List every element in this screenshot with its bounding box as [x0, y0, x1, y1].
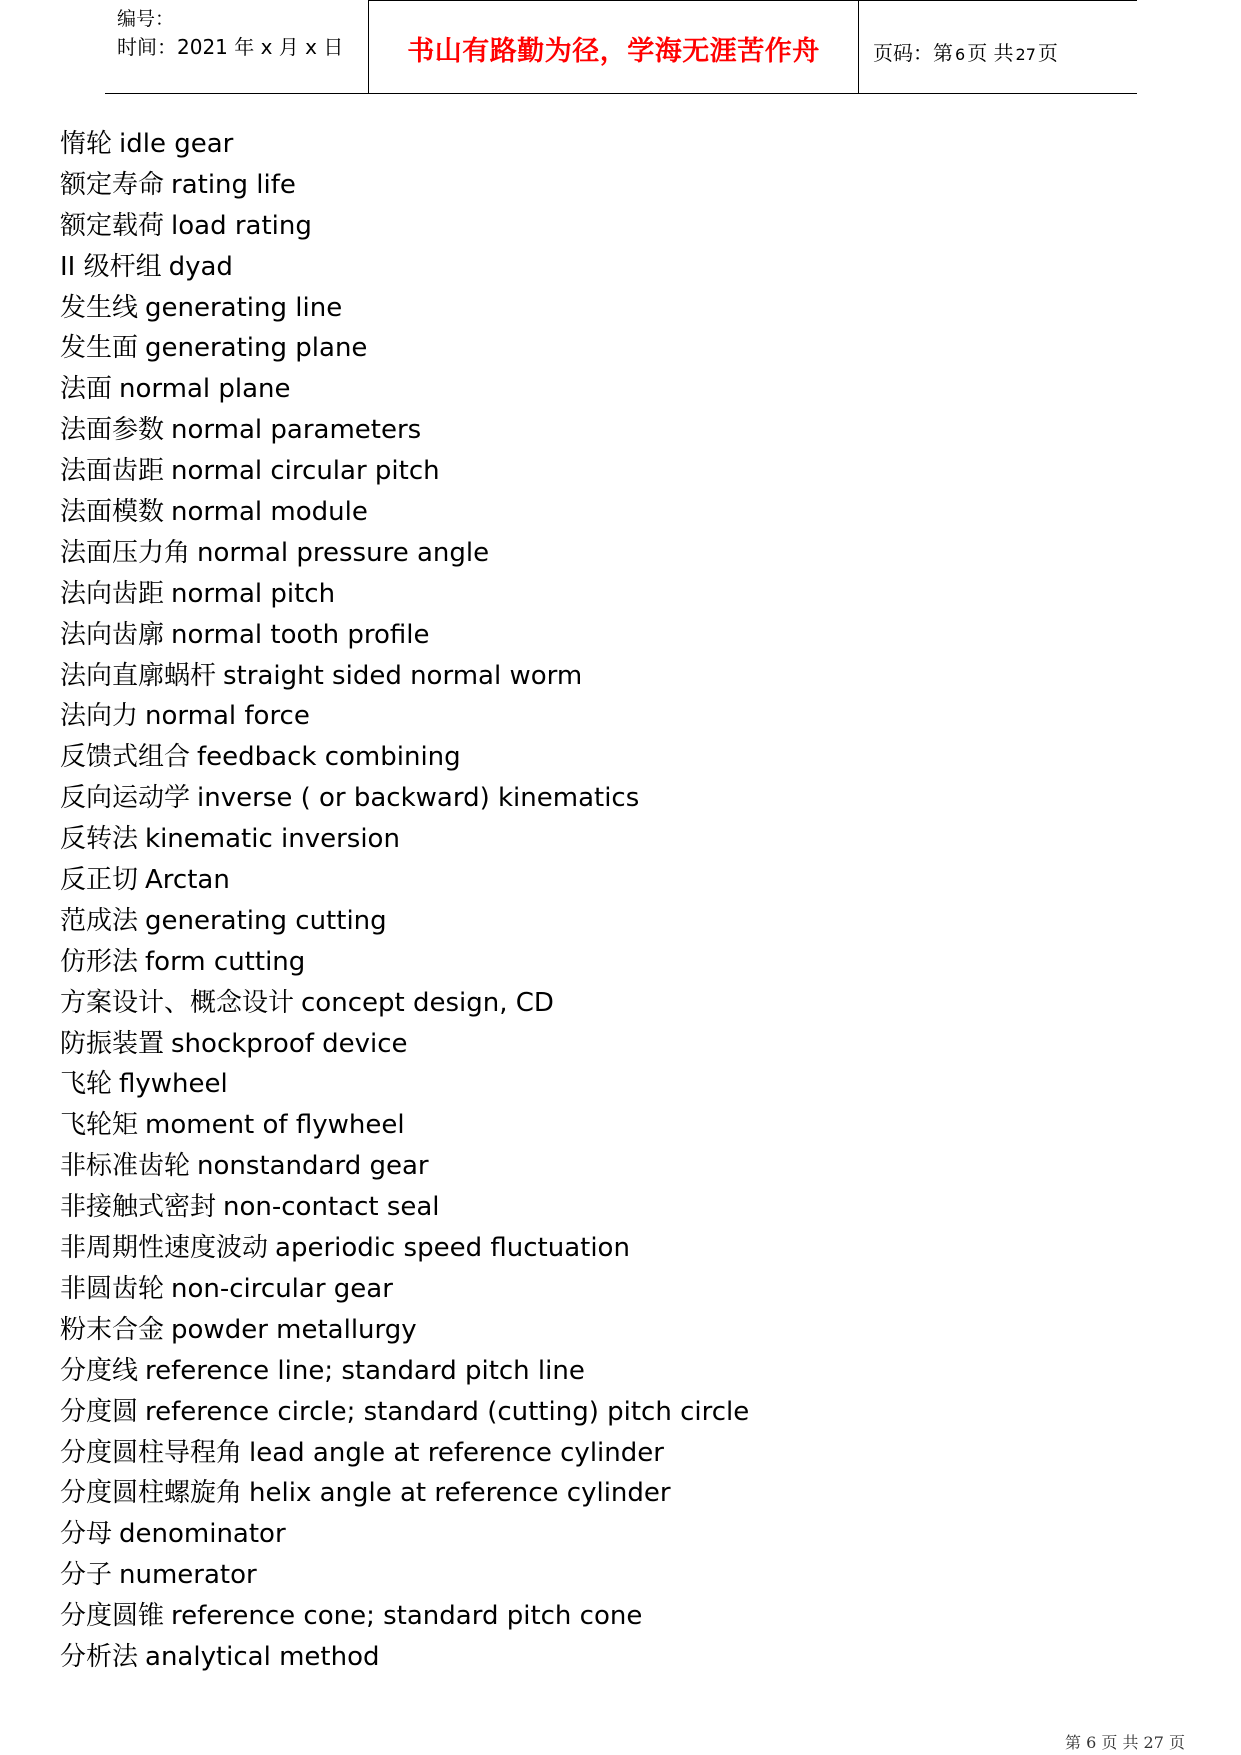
glossary-entry — [60, 1433, 749, 1474]
entry-english-term: normal pitch — [171, 578, 336, 609]
entry-english-term: non-circular gear — [171, 1273, 393, 1304]
entry-english-term: powder metallurgy — [171, 1314, 417, 1345]
entry-english-term: normal pressure angle — [197, 537, 490, 568]
glossary-entry — [60, 492, 749, 533]
glossary-entry — [60, 410, 749, 451]
entry-chinese-term: 法面参数 — [60, 415, 165, 446]
entry-chinese-term: 粉末合金 — [60, 1314, 165, 1345]
entry-chinese-term: 仿形法 — [60, 946, 139, 977]
date-line: 时间：2021 年 x 月 x 日 — [117, 35, 344, 59]
entry-english-term: kinematic inversion — [145, 824, 400, 855]
entry-chinese-term: 反馈式组合 — [60, 742, 191, 773]
entry-english-term: lead angle at reference cylinder — [249, 1437, 664, 1468]
entry-chinese-term: 分度圆柱导程角 — [60, 1437, 243, 1468]
page-middle: 页 共 — [967, 41, 1014, 65]
glossary-entry — [60, 1024, 749, 1065]
entry-english-term: load rating — [171, 210, 312, 241]
glossary-entry — [60, 1351, 749, 1392]
glossary-entry — [60, 1310, 749, 1351]
entry-english-term: numerator — [119, 1560, 257, 1591]
entry-chinese-term: 惰轮 — [60, 129, 113, 159]
entry-english-term: generating line — [145, 292, 343, 323]
entry-chinese-term: 法向齿廓 — [60, 619, 165, 650]
page-header — [105, 0, 1137, 94]
glossary-entry — [60, 451, 749, 492]
entry-chinese-term: 额定寿命 — [60, 169, 165, 200]
entry-chinese-term: 非周期性速度波动 — [60, 1233, 269, 1264]
glossary-entry — [60, 1187, 749, 1228]
glossary-entry — [60, 206, 749, 247]
glossary-entry — [60, 1269, 749, 1310]
entry-chinese-term: 飞轮矩 — [60, 1110, 139, 1141]
entry-english-term: shockproof device — [171, 1028, 408, 1059]
glossary-entry — [60, 1473, 749, 1514]
entry-english-term: normal parameters — [171, 415, 422, 446]
glossary-entry — [60, 696, 749, 737]
glossary-entry — [60, 247, 749, 288]
glossary-entry — [60, 942, 749, 983]
glossary-entry — [60, 288, 749, 329]
entry-english-term: moment of flywheel — [145, 1110, 405, 1141]
glossary-entry — [60, 737, 749, 778]
glossary-entry — [60, 328, 749, 369]
entry-chinese-term: 法向力 — [60, 701, 139, 732]
entry-chinese-term: 飞轮 — [60, 1069, 113, 1100]
entry-english-term: reference line; standard pitch line — [145, 1355, 585, 1386]
entry-chinese-term: 非圆齿轮 — [60, 1273, 165, 1304]
header-info-cell — [105, 0, 368, 93]
entry-chinese-term: 法面齿距 — [60, 456, 165, 487]
glossary-list — [60, 124, 749, 1678]
entry-english-term: feedback combining — [197, 742, 461, 773]
entry-chinese-term: 非接触式密封 — [60, 1192, 217, 1223]
glossary-entry — [60, 124, 749, 165]
entry-english-term: generating cutting — [145, 905, 387, 936]
glossary-entry — [60, 901, 749, 942]
entry-chinese-term: II 级杆组 — [60, 251, 162, 282]
glossary-entry — [60, 1105, 749, 1146]
entry-english-term: normal module — [171, 497, 368, 528]
page-suffix: 页 — [1037, 41, 1058, 65]
page-footer: 第 6 页 共 27 页 — [1065, 1733, 1185, 1752]
entry-english-term: dyad — [168, 251, 233, 282]
entry-chinese-term: 发生面 — [60, 333, 139, 364]
glossary-entry — [60, 983, 749, 1024]
glossary-entry — [60, 1596, 749, 1637]
entry-chinese-term: 反转法 — [60, 824, 139, 855]
glossary-entry — [60, 1146, 749, 1187]
entry-chinese-term: 分母 — [60, 1519, 113, 1550]
entry-chinese-term: 法向齿距 — [60, 578, 165, 609]
entry-chinese-term: 分度圆锥 — [60, 1601, 165, 1632]
glossary-entry — [60, 1637, 749, 1678]
entry-english-term: concept design, CD — [301, 987, 554, 1018]
glossary-entry — [60, 778, 749, 819]
entry-chinese-term: 法面压力角 — [60, 537, 191, 568]
entry-english-term: normal force — [145, 701, 310, 732]
entry-english-term: nonstandard gear — [197, 1151, 429, 1182]
entry-chinese-term: 方案设计、概念设计 — [60, 987, 295, 1018]
entry-english-term: Arctan — [145, 865, 230, 896]
entry-chinese-term: 发生线 — [60, 292, 139, 323]
glossary-entry — [60, 1555, 749, 1596]
header-motto-cell — [368, 0, 859, 93]
entry-english-term: flywheel — [119, 1069, 228, 1100]
entry-english-term: reference circle; standard (cutting) pitch circle — [145, 1396, 750, 1427]
entry-chinese-term: 法面 — [60, 374, 113, 405]
glossary-entry — [60, 1514, 749, 1555]
entry-english-term: analytical method — [145, 1641, 380, 1672]
entry-english-term: straight sided normal worm — [223, 660, 583, 691]
entry-english-term: inverse ( or backward) kinematics — [197, 783, 640, 814]
glossary-entry — [60, 574, 749, 615]
page-current: 6 — [955, 45, 966, 64]
entry-chinese-term: 法面模数 — [60, 497, 165, 528]
glossary-entry — [60, 1064, 749, 1105]
entry-chinese-term: 分析法 — [60, 1641, 139, 1672]
entry-english-term: rating life — [171, 169, 296, 200]
entry-chinese-term: 防振装置 — [60, 1028, 165, 1059]
glossary-entry — [60, 1392, 749, 1433]
entry-english-term: normal plane — [119, 374, 291, 405]
entry-chinese-term: 反向运动学 — [60, 783, 191, 814]
entry-english-term: helix angle at reference cylinder — [249, 1478, 671, 1509]
glossary-entry — [60, 860, 749, 901]
glossary-entry — [60, 165, 749, 206]
entry-chinese-term: 法向直廓蜗杆 — [60, 660, 217, 691]
header-page-cell — [859, 0, 1137, 93]
entry-english-term: aperiodic speed fluctuation — [275, 1233, 630, 1264]
entry-english-term: form cutting — [145, 946, 306, 977]
entry-english-term: idle gear — [119, 129, 234, 159]
glossary-entry — [60, 1228, 749, 1269]
entry-chinese-term: 额定载荷 — [60, 210, 165, 241]
entry-chinese-term: 反正切 — [60, 865, 139, 896]
motto: 书山有路勤为径，学海无涯苦作舟 — [407, 36, 820, 67]
glossary-entry — [60, 533, 749, 574]
doc-number-label: 编号： — [117, 8, 175, 30]
glossary-entry — [60, 369, 749, 410]
entry-chinese-term: 非标准齿轮 — [60, 1151, 191, 1182]
entry-english-term: normal tooth profile — [171, 619, 430, 650]
page-prefix: 页码：第 — [873, 41, 953, 65]
glossary-entry — [60, 656, 749, 697]
page-total: 27 — [1015, 45, 1036, 64]
page-indicator — [873, 37, 1058, 66]
entry-chinese-term: 分度圆柱螺旋角 — [60, 1478, 243, 1509]
entry-chinese-term: 分子 — [60, 1560, 113, 1591]
entry-chinese-term: 分度圆 — [60, 1396, 139, 1427]
glossary-entry — [60, 615, 749, 656]
entry-english-term: non-contact seal — [223, 1192, 440, 1223]
glossary-entry — [60, 819, 749, 860]
entry-english-term: generating plane — [145, 333, 368, 364]
entry-chinese-term: 范成法 — [60, 905, 139, 936]
entry-english-term: denominator — [119, 1519, 286, 1550]
entry-chinese-term: 分度线 — [60, 1355, 139, 1386]
entry-english-term: reference cone; standard pitch cone — [171, 1601, 643, 1632]
entry-english-term: normal circular pitch — [171, 456, 440, 487]
